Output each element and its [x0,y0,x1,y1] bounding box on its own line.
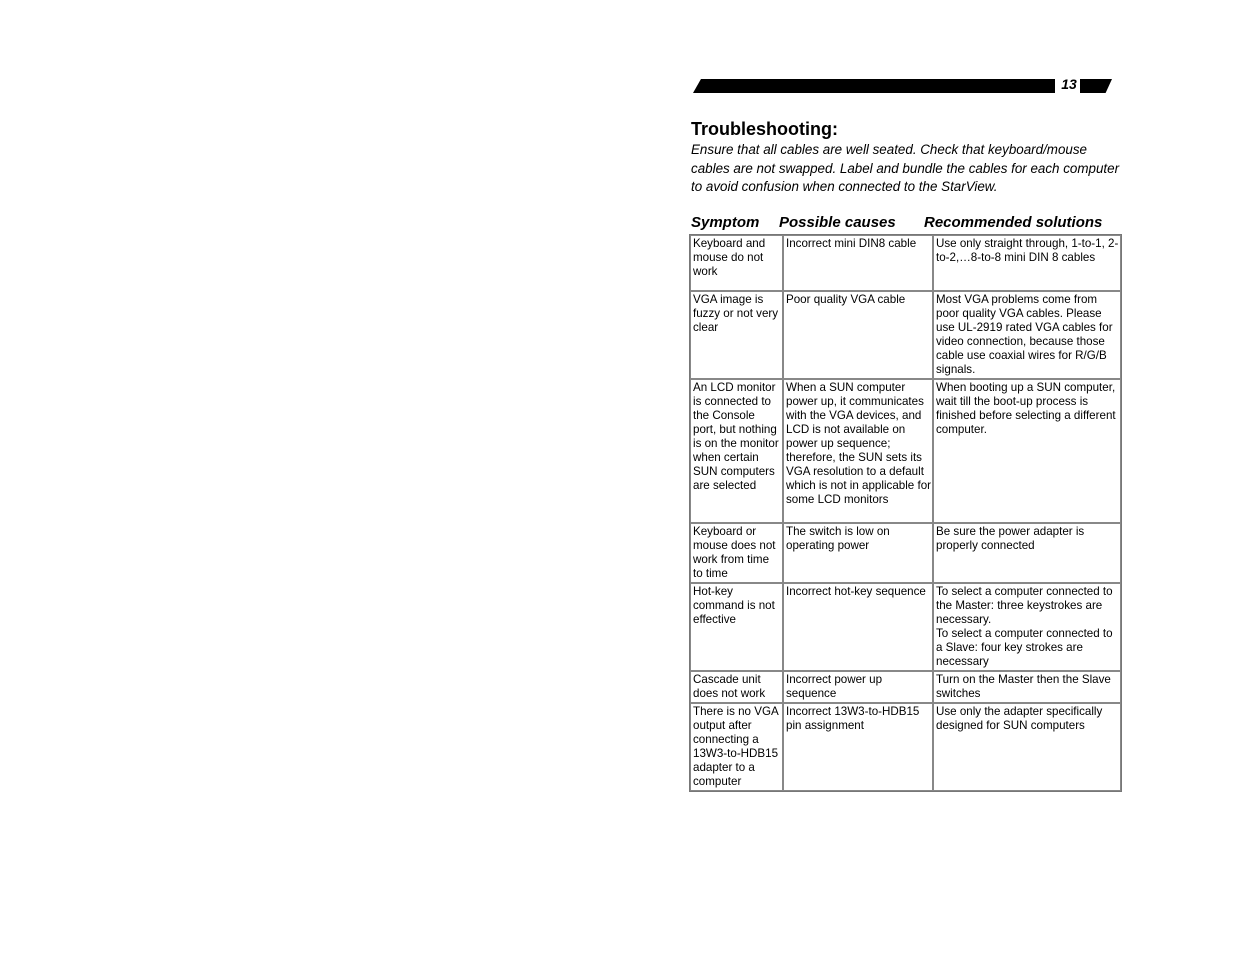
column-header-recommended-solutions: Recommended solutions [924,214,1103,231]
solution-cell: Use only straight through, 1-to-1, 2-to-2,…8-to-8 mini DIN 8 cables [933,235,1121,291]
header-rule-left [693,79,1055,93]
solution-cell: To select a computer connected to the Master: three keystrokes are necessary. To select a computer connected to a Slave: four key strokes are necessary [933,583,1121,671]
column-headers [691,213,1131,233]
table-row [690,671,1121,703]
table-row [690,291,1121,379]
header-rule-right [1080,79,1112,93]
cause-cell: Poor quality VGA cable [783,291,933,379]
symptom-cell: An LCD monitor is connected to the Console port, but nothing is on the monitor when certain SUN computers are selected [690,379,783,523]
cause-cell: Incorrect power up sequence [783,671,933,703]
column-header-symptom: Symptom [691,214,760,231]
symptom-cell: Keyboard or mouse does not work from time to time [690,523,783,583]
section-intro: Ensure that all cables are well seated. Check that keyboard/mouse cables are not swapped. Label and bundle the cables for each computer to avoid confusion when connected to the StarView. [691,142,1120,195]
solution-cell: Turn on the Master then the Slave switches [933,671,1121,703]
troubleshooting-table [689,234,1122,792]
section-title: Troubleshooting: [691,119,838,139]
table-row [690,583,1121,671]
symptom-cell: Cascade unit does not work [690,671,783,703]
solution-cell: Most VGA problems come from poor quality VGA cables. Please use UL-2919 rated VGA cables for video connection, because those cable use coaxial wires for R/G/B signals. [933,291,1121,379]
cause-cell: Incorrect mini DIN8 cable [783,235,933,291]
cause-cell: Incorrect hot-key sequence [783,583,933,671]
page-number: 13 [1061,76,1077,92]
symptom-cell: There is no VGA output after connecting a 13W3-to-HDB15 adapter to a computer [690,703,783,791]
table-row [690,235,1121,291]
table-row [690,523,1121,583]
table-row [690,703,1121,791]
symptom-cell: Hot-key command is not effective [690,583,783,671]
symptom-cell: Keyboard and mouse do not work [690,235,783,291]
cause-cell: Incorrect 13W3-to-HDB15 pin assignment [783,703,933,791]
cause-cell: When a SUN computer power up, it communicates with the VGA devices, and LCD is not available on power up sequence; therefore, the SUN sets its VGA resolution to a default which is not in applicable for some LCD monitors [783,379,933,523]
solution-cell: Be sure the power adapter is properly connected [933,523,1121,583]
solution-cell: Use only the adapter specifically designed for SUN computers [933,703,1121,791]
table-row [690,379,1121,523]
symptom-cell: VGA image is fuzzy or not very clear [690,291,783,379]
cause-cell: The switch is low on operating power [783,523,933,583]
column-header-possible-causes: Possible causes [779,214,896,231]
solution-cell: When booting up a SUN computer, wait till the boot-up process is finished before selecting a different computer. [933,379,1121,523]
